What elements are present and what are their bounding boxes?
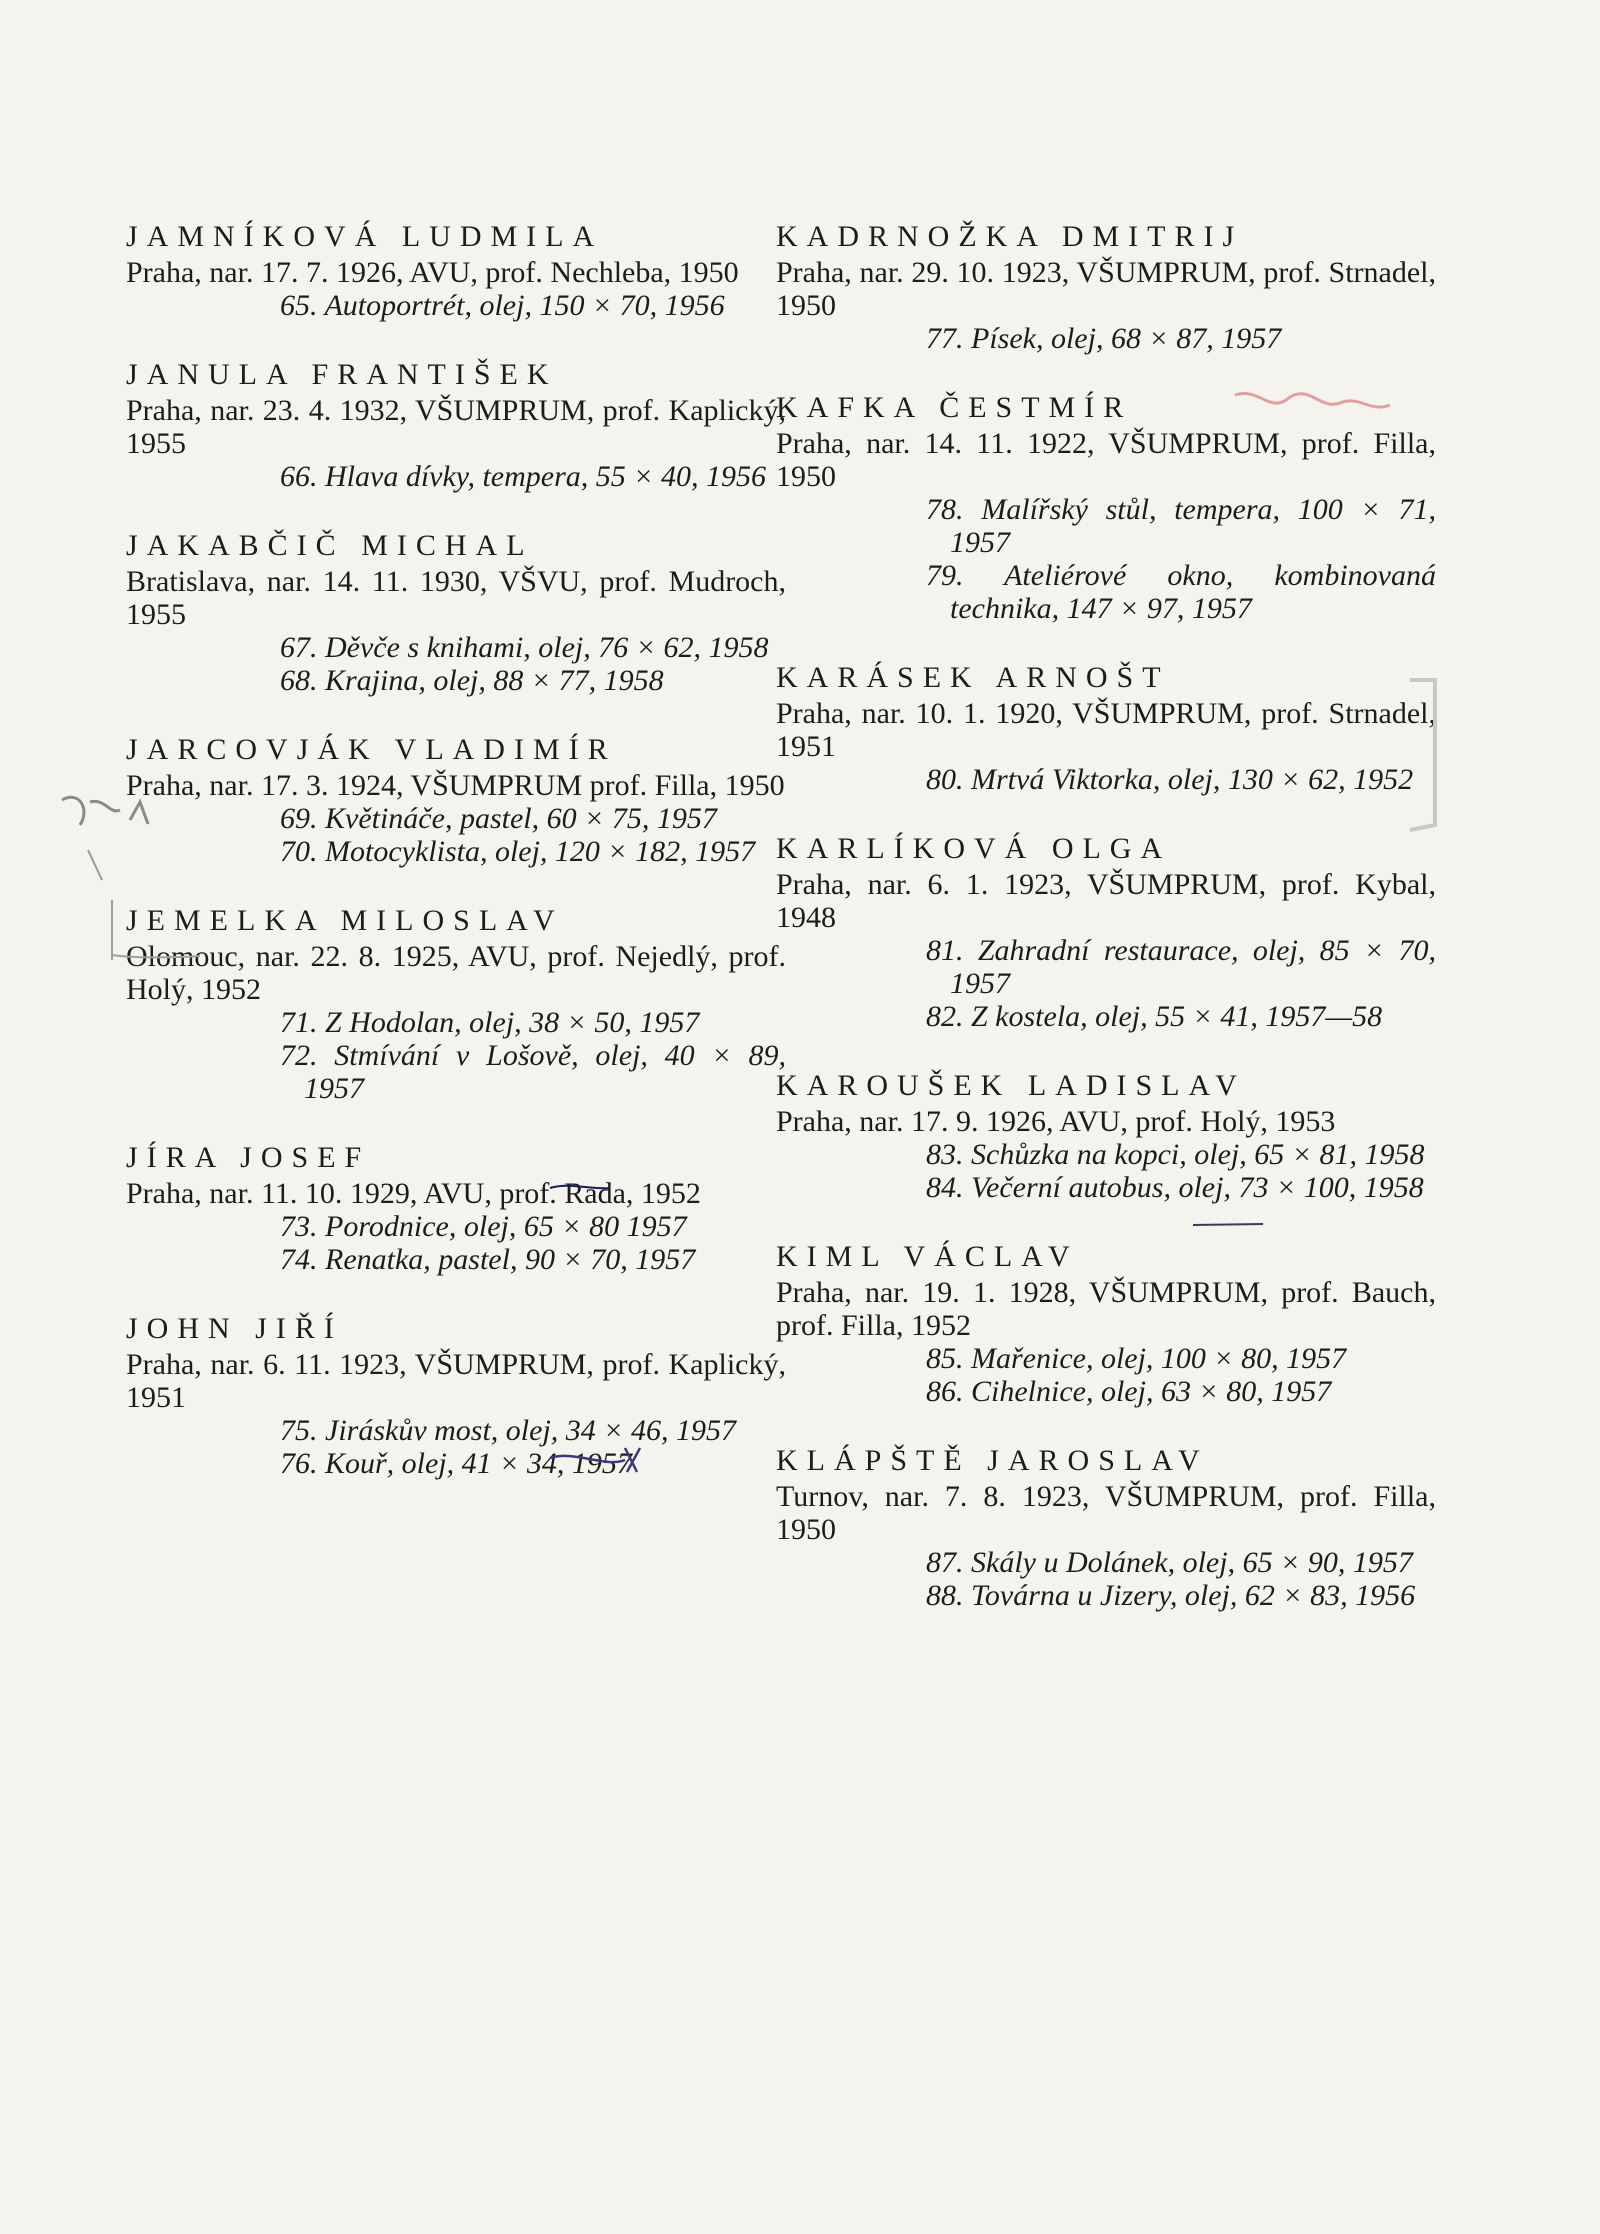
- ink-dash-karousek: [1188, 1218, 1268, 1232]
- artist-name: KIML VÁCLAV: [776, 1240, 1079, 1273]
- artist-info: Turnov, nar. 7. 8. 1923, VŠUMPRUM, prof. Filla, 1950: [776, 1480, 1436, 1546]
- artist-entry: [776, 830, 1436, 1033]
- artwork-item: 71. Z Hodolan, olej, 38 × 50, 1957: [280, 1006, 700, 1039]
- artwork-item: 72. Stmívání v Lošově, olej, 40 × 89, 1957: [280, 1039, 786, 1105]
- artist-entry: [776, 1442, 1436, 1612]
- artist-name: KAFKA ČESTMÍR: [776, 391, 1133, 424]
- artist-entry: [126, 527, 786, 697]
- artist-name: JÍRA JOSEF: [126, 1141, 371, 1174]
- artwork-item: 87. Skály u Dolánek, olej, 65 × 90, 1957: [926, 1546, 1413, 1579]
- artist-info: Praha, nar. 17. 9. 1926, AVU, prof. Holý, 1953: [776, 1105, 1336, 1138]
- artist-entry: [776, 218, 1436, 355]
- artist-info: Praha, nar. 11. 10. 1929, AVU, prof. Rada, 1952: [126, 1177, 701, 1210]
- artwork-item: 75. Jiráskův most, olej, 34 × 46, 1957: [280, 1414, 737, 1447]
- artist-entry: [776, 1067, 1436, 1204]
- artist-info: Olomouc, nar. 22. 8. 1925, AVU, prof. Nejedlý, prof. Holý, 1952: [126, 940, 786, 1006]
- artwork-item: 88. Továrna u Jizery, olej, 62 × 83, 1956: [926, 1579, 1416, 1612]
- artwork-item: 81. Zahradní restaurace, olej, 85 × 70, 1957: [926, 934, 1436, 1000]
- artwork-item: 84. Večerní autobus, olej, 73 × 100, 1958: [926, 1171, 1424, 1204]
- artist-entry: [776, 1238, 1436, 1408]
- artwork-item: 73. Porodnice, olej, 65 × 80 1957: [280, 1210, 687, 1243]
- artwork-item: 68. Krajina, olej, 88 × 77, 1958: [280, 664, 664, 697]
- artwork-item: 66. Hlava dívky, tempera, 55 × 40, 1956: [280, 460, 766, 493]
- artwork-item: 79. Ateliérové okno, kombinovaná technika, 147 × 97, 1957: [926, 559, 1436, 625]
- artist-name: JARCOVJÁK VLADIMÍR: [126, 733, 617, 766]
- artwork-item: 69. Květináče, pastel, 60 × 75, 1957: [280, 802, 717, 835]
- artwork-item: 83. Schůzka na kopci, olej, 65 × 81, 1958: [926, 1138, 1425, 1171]
- artist-name: JOHN JIŘÍ: [126, 1312, 343, 1345]
- artwork-item: 82. Z kostela, olej, 55 × 41, 1957—58: [926, 1000, 1383, 1033]
- artwork-item: 67. Děvče s knihami, olej, 76 × 62, 1958: [280, 631, 769, 664]
- artist-entry: [776, 659, 1436, 796]
- artist-info: Bratislava, nar. 14. 11. 1930, VŠVU, prof. Mudroch, 1955: [126, 565, 786, 631]
- artist-name: KARLÍKOVÁ OLGA: [776, 832, 1172, 865]
- artwork-item: 77. Písek, olej, 68 × 87, 1957: [926, 322, 1282, 355]
- artwork-item: 65. Autoportrét, olej, 150 × 70, 1956: [280, 289, 725, 322]
- artwork-item: 86. Cihelnice, olej, 63 × 80, 1957: [926, 1375, 1332, 1408]
- ink-dash-jemelka: [545, 1178, 615, 1198]
- artist-entry: [126, 1139, 786, 1276]
- artwork-item: 76. Kouř, olej, 41 × 34, 1957: [280, 1447, 632, 1480]
- artist-name: JEMELKA MILOSLAV: [126, 904, 564, 937]
- artist-name: JAMNÍKOVÁ LUDMILA: [126, 220, 604, 253]
- artist-name: JAKABČIČ MICHAL: [126, 529, 534, 562]
- artwork-item: 80. Mrtvá Viktorka, olej, 130 × 62, 1952: [926, 763, 1414, 796]
- artist-info: Praha, nar. 23. 4. 1932, VŠUMPRUM, prof. Kaplický, 1955: [126, 394, 786, 460]
- artist-info: Praha, nar. 6. 11. 1923, VŠUMPRUM, prof. Kaplický, 1951: [126, 1348, 786, 1414]
- artist-entry: [126, 218, 786, 322]
- scribble-mark-jira: [545, 1440, 655, 1480]
- handwritten-scribble-top-right: [1230, 375, 1400, 435]
- artist-info: Praha, nar. 17. 7. 1926, AVU, prof. Nechleba, 1950: [126, 256, 739, 289]
- artwork-item: 85. Mařenice, olej, 100 × 80, 1957: [926, 1342, 1347, 1375]
- artwork-item: 78. Malířský stůl, tempera, 100 × 71, 1957: [926, 493, 1436, 559]
- artist-name: KLÁPŠTĚ JAROSLAV: [776, 1444, 1209, 1477]
- artist-entry: [126, 356, 786, 493]
- artist-info: Praha, nar. 19. 1. 1928, VŠUMPRUM, prof. Bauch, prof. Filla, 1952: [776, 1276, 1436, 1342]
- artist-info: Praha, nar. 17. 3. 1924, VŠUMPRUM prof. Filla, 1950: [126, 769, 785, 802]
- artist-name: KAROUŠEK LADISLAV: [776, 1069, 1246, 1102]
- artist-name: JANULA FRANTIŠEK: [126, 358, 558, 391]
- artist-info: Praha, nar. 14. 11. 1922, VŠUMPRUM, prof. Filla, 1950: [776, 427, 1436, 493]
- pencil-bracket-right: [1390, 670, 1450, 840]
- artist-name: KADRNOŽKA DMITRIJ: [776, 220, 1244, 253]
- artist-entry: [126, 1310, 786, 1480]
- artist-info: Praha, nar. 6. 1. 1923, VŠUMPRUM, prof. Kybal, 1948: [776, 868, 1436, 934]
- artist-info: Praha, nar. 10. 1. 1920, VŠUMPRUM, prof. Strnadel, 1951: [776, 697, 1436, 763]
- artist-name: KARÁSEK ARNOŠT: [776, 661, 1170, 694]
- artwork-item: 70. Motocyklista, olej, 120 × 182, 1957: [280, 835, 756, 868]
- artist-info: Praha, nar. 29. 10. 1923, VŠUMPRUM, prof. Strnadel, 1950: [776, 256, 1436, 322]
- handwritten-scribble-left: [50, 780, 230, 1010]
- artwork-item: 74. Renatka, pastel, 90 × 70, 1957: [280, 1243, 696, 1276]
